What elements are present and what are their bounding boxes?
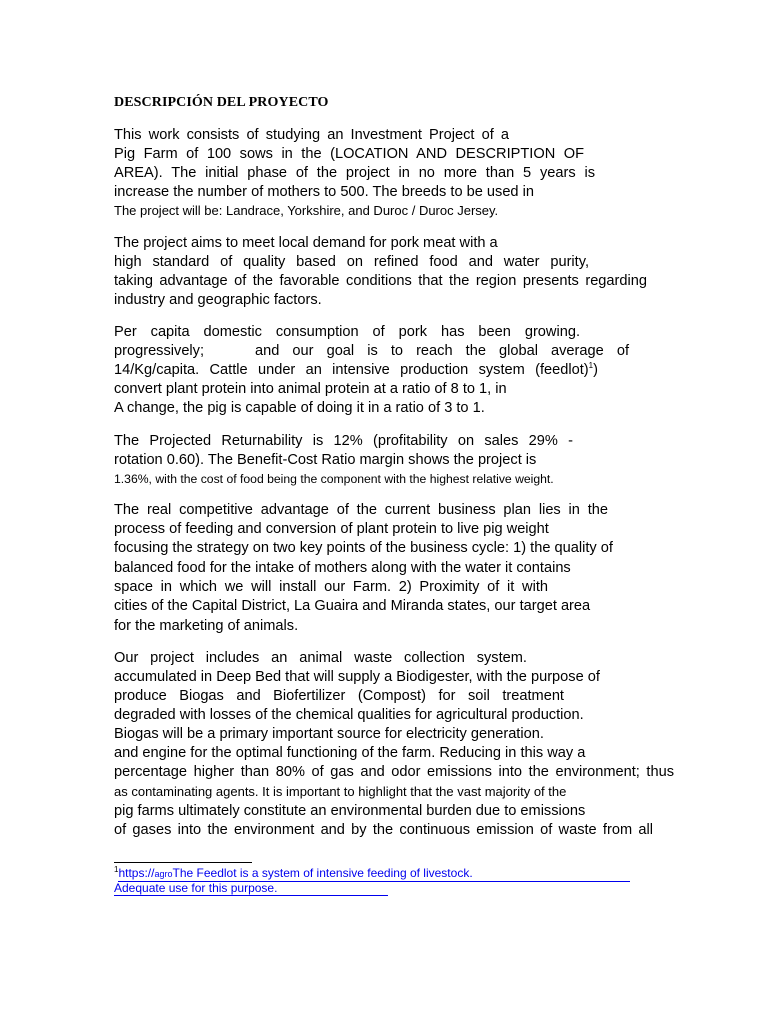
text-line: convert plant protein into animal protein at a ratio of 8 to 1, in <box>114 381 507 397</box>
text-line: balanced food for the intake of mothers along with the water it contains <box>114 560 571 576</box>
text-line: increase the number of mothers to 500. The breeds to be used in <box>114 184 534 200</box>
link-prefix: https:// <box>118 866 155 880</box>
text-line: pig farms ultimately constitute an environmental burden due to emissions <box>114 803 586 819</box>
text-line: and engine for the optimal functioning of the farm. Reducing in this way a <box>114 745 586 761</box>
text-fragment: 14/Kg/capita. Cattle under an intensive production system (feedlot) <box>114 362 589 378</box>
text-line: 1.36%, with the cost of food being the component with the highest relative weight. <box>114 472 554 486</box>
text-line <box>114 361 598 379</box>
footnote-link[interactable] <box>118 866 630 882</box>
text-line: as contaminating agents. It is important to highlight that the vast majority of the <box>114 784 567 799</box>
text-line: and our goal is to reach the global average of <box>255 343 629 359</box>
text-line: taking advantage of the favorable conditions that the region presents regarding <box>114 273 647 289</box>
footnote-separator <box>114 862 252 863</box>
text-line: The real competitive advantage of the current business plan lies in the <box>114 502 608 518</box>
text-line: industry and geographic factors. <box>114 292 322 308</box>
text-line: Our project includes an animal waste collection system. <box>114 650 527 666</box>
text-line: for the marketing of animals. <box>114 618 299 634</box>
text-line: Biogas will be a primary important source for electricity generation. <box>114 726 544 742</box>
footnote-mark: 1 <box>114 865 119 874</box>
page-title: DESCRIPCIÓN DEL PROYECTO <box>114 95 329 110</box>
text-line: This work consists of studying an Investment Project of a <box>114 127 509 143</box>
footnote-reference[interactable]: 1 <box>588 361 594 371</box>
text-line: AREA). The initial phase of the project in no more than 5 years is <box>114 165 595 181</box>
text-line: high standard of quality based on refined food and water purity, <box>114 254 589 270</box>
text-line: The project aims to meet local demand for pork meat with a <box>114 235 498 251</box>
text-line: progressively; <box>114 343 205 359</box>
text-line: A change, the pig is capable of doing it in a ratio of 3 to 1. <box>114 400 485 416</box>
text-line: focusing the strategy on two key points of the business cycle: 1) the quality of <box>114 540 613 556</box>
text-line: degraded with losses of the chemical qualities for agricultural production. <box>114 707 584 723</box>
text-line: Per capita domestic consumption of pork has been growing. <box>114 324 580 340</box>
text-line: The Projected Returnability is 12% (profitability on sales 29% - <box>114 433 573 449</box>
text-line: Pig Farm of 100 sows in the (LOCATION AND DESCRIPTION OF <box>114 146 584 162</box>
text-line: process of feeding and conversion of plant protein to live pig weight <box>114 521 549 537</box>
link-small-text: agro <box>154 869 173 879</box>
text-line: accumulated in Deep Bed that will supply a Biodigester, with the purpose of <box>114 669 600 685</box>
text-line: cities of the Capital District, La Guaira and Miranda states, our target area <box>114 598 591 614</box>
text-line: percentage higher than 80% of gas and odor emissions into the environment; thus <box>114 764 674 780</box>
text-line: space in which we will install our Farm. 2) Proximity of it with <box>114 579 548 595</box>
text-line: of gases into the environment and by the continuous emission of waste from all <box>114 822 653 838</box>
text-line: produce Biogas and Biofertilizer (Compost) for soil treatment <box>114 688 564 704</box>
footnote-continuation <box>114 881 388 896</box>
link-text: The Feedlot is a system of intensive feeding of livestock. <box>172 866 473 880</box>
footnote <box>114 866 630 882</box>
text-fragment: ) <box>593 362 598 378</box>
footnote-link-continued[interactable]: Adequate use for this purpose. <box>114 881 388 896</box>
text-line: The project will be: Landrace, Yorkshire, and Duroc / Duroc Jersey. <box>114 203 499 218</box>
text-line: rotation 0.60). The Benefit-Cost Ratio margin shows the project is <box>114 452 537 468</box>
